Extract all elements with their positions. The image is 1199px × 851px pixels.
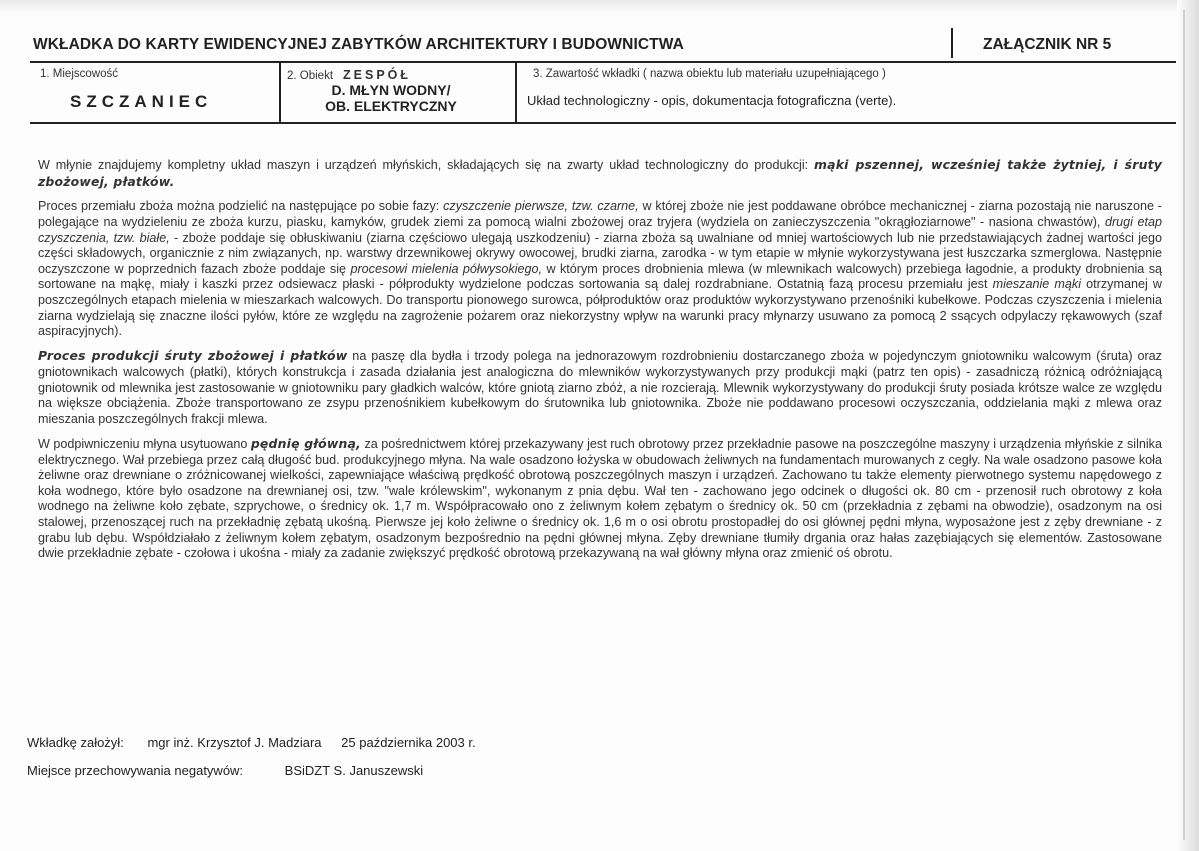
p2-text-e: - zboże poddaje się obłuskiwaniu (ziarna częściowo ulegają uszkodzeniu) - ziarna zboża są uwalniane od mniej wartościowych lub nie przedstawiających żadnej wartości jego części składowych, organicznie z nim związanych, np. warstwy drzewnikowej okrywy owocowej, brudki ziarna, zarodka - w tym etapie w młynie wykorzystywana jest łuszczarka szmerglowa. Następnie oczyszczone w poprzednich fazach zboże poddaje się [38, 230, 1163, 276]
p4-text-c: za pośrednictwem której przekazywany jest ruch obrotowy przez przekładnie pasowe na poszczególne maszyny i urządzenia młyńskie z silnika elektrycznego. Wał przebiega przez całą długość bud. produkcyjnego młyna. Na wale osadzono łożyska w obudowach żeliwnych na fundamentach murowanych z cegły. Na wale osadzono pasowe koła żeliwne oraz drewniane o zróżnicowanej wielkości, zapewniające właściwą prędkość obrotową poszczególnych maszyn i urządzeń. Zachowano tu także elementy pierwotnego systemu napędowego z koła wodnego, które było osadzone na drewnianej osi, tzw. "wale królewskim", wykonanym z pnia dębu. Wał ten - zachowano jego odcinek o długości ok. 80 cm - przenosił ruch obrotowy z koła wodnego na żeliwne koło zębate, szprychowe, o średnicy ok. 1,7 m. Współpracowało ono z żeliwnym kołem zębatym o średnicy ok. 50 cm (przekładnia z zębami na obwodzie), osadzonym na osi stalowej, przenoszącej ruch na przekładnię zębatą ukośną. Pierwsze jej koło żeliwne o średnicy ok. 1,6 m o osi obrotu prostopadłej do osi głównej pędni młyna, wyposażone jest z zęby drewniane - z grabu lub dębu. Współdziałało z żeliwnym kołem zębatym, osadzonym bezpośrednio na pędni głównej młyna. Zęby drewniane tłumiły drgania oraz hałas zazębiających się elementów. Zastosowane dwie przekładnie zębate - czołowa i ukośna - miały za zadanie zwiększyć prędkość obrotową przekazywaną na wał główny młyna oraz zmienić oś obrotu. [38, 437, 1162, 561]
paragraph-4 [38, 436, 1162, 562]
header-row [33, 36, 1173, 58]
p1-text: W młynie znajdujemy kompletny układ maszyn i urządzeń młyńskich, składających się na zwarty układ technologiczny do produkcji: [38, 158, 815, 172]
p2-italic-phase1: czyszczenie pierwsze, tzw. czarne, [443, 199, 639, 214]
locality-label: 1. Miejscowość [40, 68, 118, 80]
footer-author-row [27, 735, 476, 750]
footer-negatives-row [27, 763, 423, 778]
object-label-row [287, 68, 411, 82]
p3-text: na paszę dla bydła i trzody polega na jednorazowym rozdrobnieniu dostarczanego zboża w pojedynczym gniotowniku walcowym (śruta) oraz gniotownikach walcowych (płatki), których konstrukcja i zasada działania jest analogiczna do mlewników wykorzystywanych przy produkcji mąki (patrz ten opis) - zasadniczą różnicą odróżniającą gniotownik od mlewnika jest zastosowanie w gniotowniku pary gładkich walców, które gniotą ziarno zbóż, a nie rozcierają. Mlewnik wykorzystywany do produkcji śruty posiada krótsze walce ze względu na większe obciążenia. Zboże transportowano ze zsypu przenośnikiem kubełkowym do śrutownika lub gniotownika. Zboże nie poddawano procesowi oczyszczania, oddzielania mąki z mlewa oraz mieszania poszczególnych frakcji mlewa. [38, 349, 1162, 426]
p2-italic-phase2: drugi etap czyszczenia, tzw. białe, [38, 214, 1162, 245]
p2-italic-phase3: procesowi mielenia półwysokiego, [350, 261, 543, 276]
p2-italic-phase4: mieszanie mąki [992, 277, 1082, 292]
p1-highlight: mąki pszennej, wcześniej także żytniej, i śruty zbożowej, płatków. [38, 157, 1162, 189]
p4-highlight: pędnię główną, [250, 436, 361, 452]
field-divider-1 [279, 63, 281, 122]
p2-text-g: w którym proces drobnienia mlewa (w mlewnikach walcowych) przebiega łagodnie, a produkty drobnienia są sortowane na mąkę, miały i kaszki przez odsiewacz płaski - półprodukty wydzielone podczas sortowania są dalej rozdrabniane. Ostatnią fazą procesu przemiału jest [38, 261, 1162, 292]
founded-value: mgr inż. Krzysztof J. Madziara [147, 735, 322, 750]
object-name-line1: D. MŁYN WODNY/ [331, 82, 451, 98]
object-name [296, 82, 486, 114]
p2-text-i: otrzymanej w poszczególnych etapach mielenia w mieszarkach walcowych. Do transportu pionowego surowca, półproduktów oraz produktów wykorzystywano przenośniki kubełkowe. Podczas czyszczenia i mielenia ziarna wydzielają się znaczne ilości pyłów, które ze względu na zagrożenie pożarem oraz niekorzystny wpływ na warunki pracy młynarzy usuwano za pomocą 2 ssących odpylaczy rękawowych (szaf aspiracyjnych). [38, 277, 1163, 339]
p2-text-a: Proces przemiału zboża można podzielić na następujące po sobie fazy: [38, 199, 444, 214]
negatives-label: Miejsce przechowywania negatywów: [27, 763, 244, 778]
attachment-number: ZAŁĄCZNIK NR 5 [983, 36, 1112, 53]
header-rule-top [30, 61, 1176, 63]
scan-edge-top [0, 0, 1199, 14]
founded-label: Wkładkę założył: [27, 735, 124, 750]
p2-text-c: w której zboże nie jest poddawane obróbce mechanicznej - ziarna pozostają nie naruszone - polegające na wydzieleniu ze zboża kurzu, piasku, kamyków, grudek ziemi za pomocą wialni zbożowej oraz tryjera (wydziela on zanieczyszczenia "okrągłoziarnowe" - nasiona chwastów), [38, 199, 1162, 229]
content-value: Układ technologiczny - opis, dokumentacja fotograficzna (verte). [527, 93, 897, 108]
founded-date: 25 października 2003 r. [341, 735, 476, 750]
header-divider [951, 28, 953, 58]
scan-edge-shadow [1183, 10, 1185, 840]
negatives-value: BSiDZT S. Januszewski [284, 763, 424, 778]
locality-value: SZCZANIEC [70, 92, 213, 111]
scan-edge-right [1177, 0, 1199, 851]
header-rule-bottom [30, 122, 1176, 124]
p3-highlight: Proces produkcji śruty zbożowej i płatków [38, 348, 348, 364]
paragraph-1 [38, 157, 1162, 190]
content-label: 3. Zawartość wkładki ( nazwa obiektu lub materiału uzupełniającego ) [533, 68, 886, 80]
object-name-line2: OB. ELEKTRYCZNY [325, 98, 457, 114]
paragraph-3 [38, 348, 1162, 427]
object-label: 2. Obiekt [287, 70, 334, 82]
object-group: ZESPÓŁ [343, 68, 412, 82]
document-title: WKŁADKA DO KARTY EWIDENCYJNEJ ZABYTKÓW ARCHITEKTURY I BUDOWNICTWA [33, 36, 684, 53]
paragraph-2 [38, 199, 1162, 339]
p4-text-a: W podpiwniczeniu młyna usytuowano [38, 437, 251, 452]
description-text [38, 157, 1162, 571]
field-divider-2 [515, 63, 517, 122]
